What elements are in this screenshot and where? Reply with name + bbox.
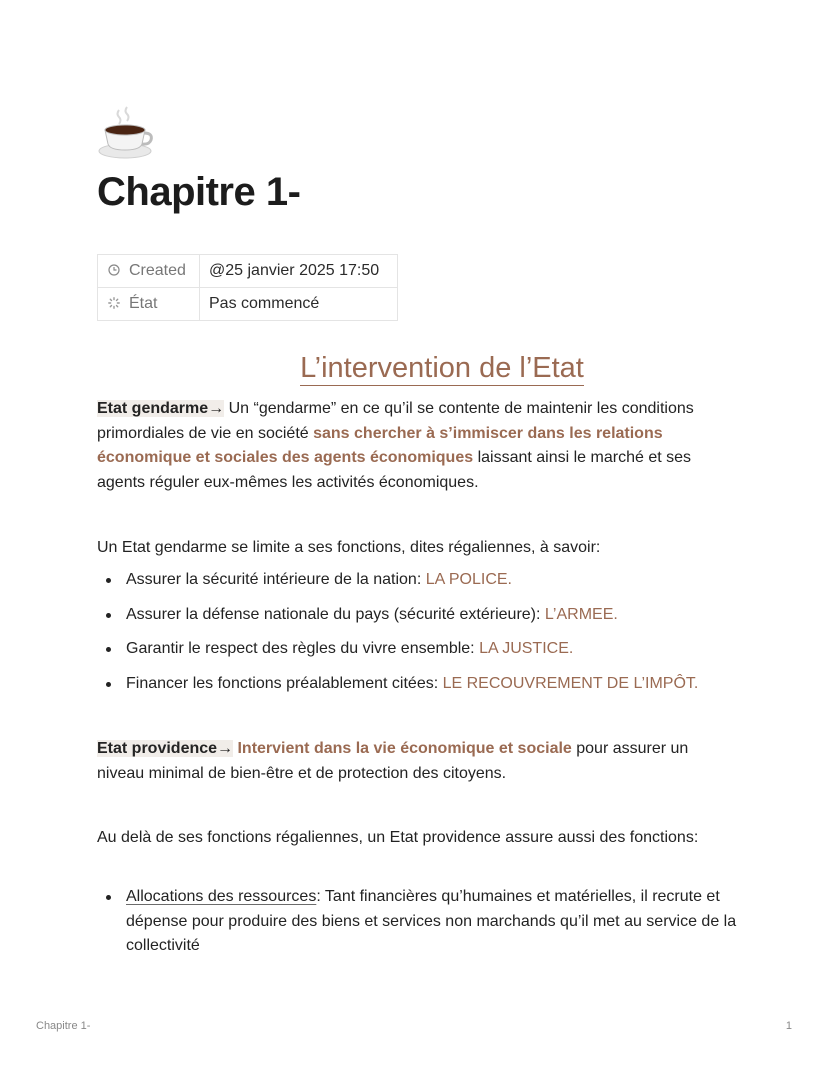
providence-text: pour assurer un niveau minimal de bien-être et de protection des citoyens. [97,740,689,782]
list-item-text: Garantir le respect des règles du vivre ensemble: [126,640,480,657]
providence-intro: Au delà de ses fonctions régaliennes, un Etat providence assure aussi des fonctions: [97,829,699,846]
coffee-cup-icon [97,104,157,160]
list-item-text: : Tant financières qu’humaines et matérielles, il recrute et dépense pour produire des biens et services non marchands qu’il met au service de la collectivité [126,888,737,954]
page-title: Chapitre 1- [97,170,301,214]
arrow-icon: → [208,400,225,417]
section-heading [0,352,828,385]
property-label: État [129,295,158,312]
gendarme-text-2: laissant ainsi le marché et ses agents réguler eux-mêmes les activités économiques. [97,449,691,491]
property-row-etat [98,288,398,321]
property-key[interactable] [98,288,200,321]
list-item-highlight: L’ARMEE. [544,605,618,623]
gendarme-intro: Un Etat gendarme se limite a ses fonctions, dites régaliennes, à savoir: [97,539,601,556]
list-item-text: Financer les fonctions préalablement citées: [126,674,443,692]
list-item [97,603,737,628]
arrow-icon: → [217,740,234,757]
providence-term [97,740,233,757]
footer-doc-name: Chapitre 1- [36,1020,91,1032]
property-label: Created [129,262,186,279]
gendarme-emphasis: sans chercher à s’immiscer dans les relations économique et sociales des agents économiques [97,424,663,466]
gendarme-functions-list [97,568,737,696]
property-value[interactable]: Pas commencé [200,288,398,321]
gendarme-paragraph [97,397,737,495]
list-item-highlight: LE RECOUVREMENT DE L’IMPÔT. [442,674,699,692]
providence-functions-list [97,885,737,959]
list-item [97,637,737,662]
gendarme-term-text: Etat gendarme [97,400,209,417]
list-item-highlight: LA JUSTICE. [479,640,574,657]
section-heading-text: L’intervention de l’Etat [300,352,584,384]
property-row-created [98,255,398,288]
gendarme-text-1: Un “gendarme” en ce qu’il se contente de maintenir les conditions primordiales de vie en société [97,400,694,442]
gendarme-term [97,400,224,417]
list-item [97,568,737,593]
providence-term-text: Etat providence [97,740,218,757]
status-loading-icon [107,297,121,309]
list-item [97,672,737,697]
properties-table [97,254,398,321]
property-value[interactable]: @25 janvier 2025 17:50 [200,255,398,288]
list-item-text: Assurer la défense nationale du pays (sécurité extérieure): [126,605,545,623]
list-item [97,885,737,959]
list-item-term: Allocations des ressources [126,888,317,905]
property-key[interactable] [98,255,200,288]
list-item-text: Assurer la sécurité intérieure de la nation: [126,571,426,588]
footer-page-number: 1 [785,1020,792,1032]
clock-icon [107,264,121,276]
providence-emphasis: Intervient dans la vie économique et sociale [233,740,572,757]
providence-paragraph [97,737,737,786]
list-item-highlight: LA POLICE. [425,571,512,588]
